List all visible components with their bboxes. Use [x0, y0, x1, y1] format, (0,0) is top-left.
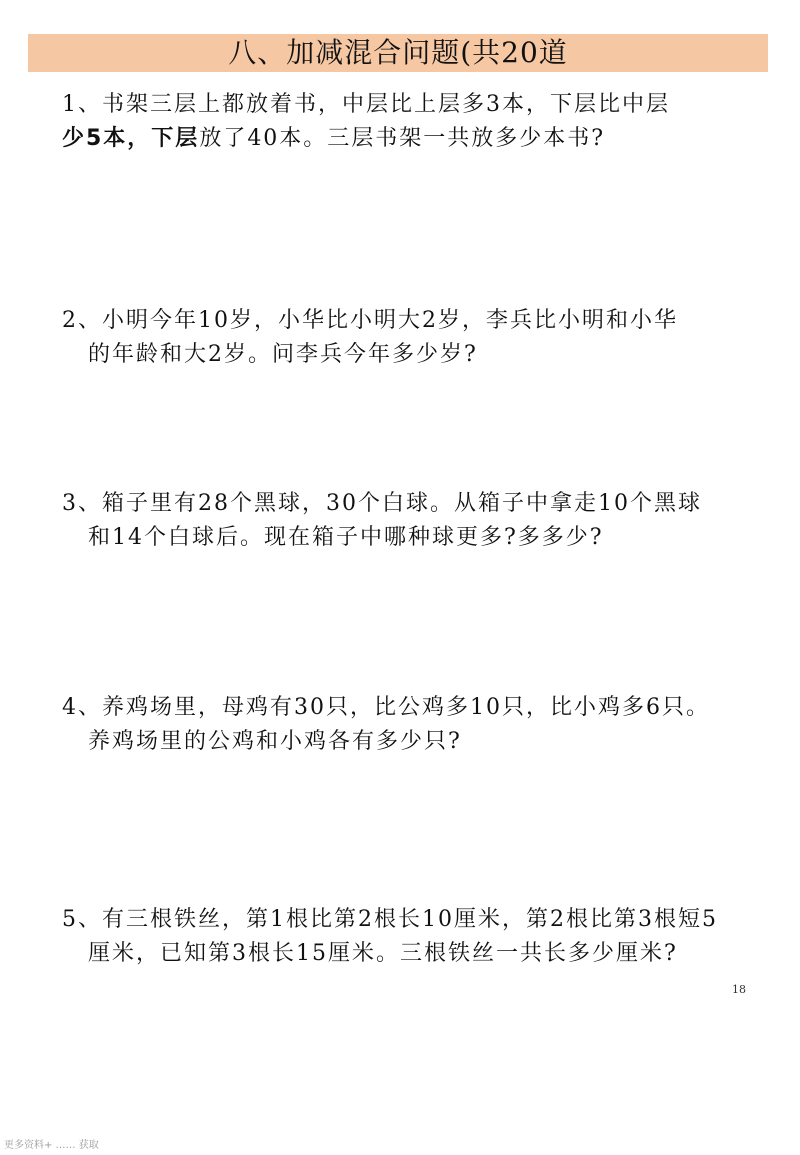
question-2-line-2: 的年龄和大2岁。问李兵今年多少岁?	[88, 342, 478, 367]
question-3	[62, 487, 762, 555]
question-1-line-2	[62, 122, 762, 156]
question-5	[62, 903, 762, 971]
question-5-line-2: 厘米，已知第3根长15厘米。三根铁丝一共长多少厘米?	[88, 941, 678, 966]
question-1-bold-text: 少5本，下层	[62, 126, 200, 151]
question-5-line-1: 5、有三根铁丝，第1根比第2根长10厘米，第2根比第3根短5	[62, 907, 718, 932]
section-header	[28, 34, 768, 72]
question-1	[62, 88, 762, 156]
question-3-line-2: 和14个白球后。现在箱子中哪种球更多?多多少?	[88, 525, 604, 550]
question-2-line-1: 2、小明今年10岁，小华比小明大2岁，李兵比小明和小华	[62, 308, 678, 333]
page-number: 18	[732, 983, 746, 996]
footer-note: 更多资料+ …… 获取	[4, 1140, 99, 1151]
question-4	[62, 691, 762, 759]
question-3-line-1: 3、箱子里有28个黑球，30个白球。从箱子中拿走10个黑球	[62, 491, 702, 516]
question-1-line-1: 1、书架三层上都放着书，中层比上层多3本，下层比中层	[62, 92, 670, 117]
question-2	[62, 304, 762, 372]
question-4-line-1: 4、养鸡场里，母鸡有30只，比公鸡多10只，比小鸡多6只。	[62, 695, 710, 720]
question-1-line-2-rest: 放了40本。三层书架一共放多少本书?	[199, 126, 606, 151]
section-title: 八、加减混合问题(共20道	[228, 36, 568, 69]
question-4-line-2: 养鸡场里的公鸡和小鸡各有多少只?	[88, 729, 462, 754]
